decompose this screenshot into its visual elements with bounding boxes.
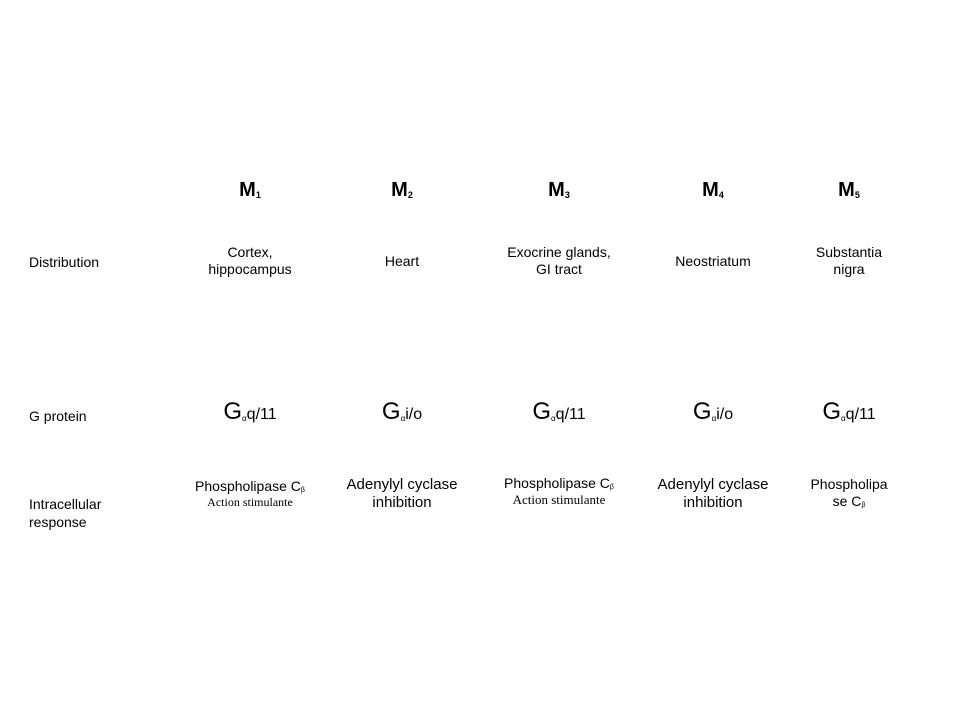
row-label-response-line1: Intracellular — [29, 496, 102, 512]
distribution-m3-line1: Exocrine glands, — [507, 244, 611, 260]
g-protein-m5-sub: α — [841, 414, 846, 423]
response-m5-line1: Phospholipa — [810, 476, 888, 492]
header-m5-base: M — [838, 179, 855, 201]
row-label-intracellular-response — [29, 495, 101, 531]
distribution-m5-line2: nigra — [833, 260, 865, 277]
row-label-g-protein: G protein — [29, 408, 87, 424]
g-protein-m4-base: G — [692, 398, 712, 425]
distribution-m5-line1: Substantia — [815, 244, 883, 260]
g-protein-m1 — [175, 398, 325, 427]
response-m1-line1-text: Phospholipase C — [195, 478, 301, 494]
response-m3-line1-sub: β — [609, 484, 614, 491]
distribution-m1 — [175, 244, 325, 278]
distribution-m2-line1: Heart — [384, 253, 420, 269]
g-protein-m4 — [638, 398, 788, 427]
response-m1-line1-sub: β — [300, 487, 305, 494]
response-m2-line2: inhibition — [372, 494, 432, 511]
distribution-m3 — [484, 244, 634, 278]
header-m3-sub: 3 — [564, 190, 570, 200]
response-m1-line2: Action stimulante — [207, 495, 293, 510]
distribution-m4 — [638, 253, 788, 270]
response-m4-line2: inhibition — [683, 494, 743, 511]
g-protein-m1-tail: q/11 — [246, 406, 277, 423]
g-protein-m4-sub: α — [711, 414, 717, 423]
response-m1-line1 — [175, 478, 325, 495]
g-protein-m2 — [327, 398, 477, 427]
header-m5 — [774, 178, 924, 202]
g-protein-m2-base: G — [381, 398, 401, 425]
response-m5 — [774, 476, 924, 510]
header-m2-base: M — [391, 179, 408, 201]
row-label-distribution: Distribution — [29, 254, 100, 270]
g-protein-m5-base: G — [822, 398, 842, 425]
distribution-m4-line1: Neostriatum — [675, 253, 751, 269]
header-m2 — [327, 178, 477, 202]
header-m5-sub: 5 — [854, 190, 860, 200]
header-m1-base: M — [239, 179, 256, 201]
header-m1-sub: 1 — [255, 190, 261, 200]
g-protein-m2-sub: α — [400, 414, 406, 423]
response-m3-line2: Action stimulante — [512, 492, 606, 508]
g-protein-m4-tail: i/o — [716, 406, 734, 423]
response-m3 — [484, 475, 634, 508]
g-protein-m2-tail: i/o — [405, 406, 423, 423]
g-protein-m3-base: G — [532, 398, 552, 425]
response-m3-line1 — [484, 475, 634, 492]
g-protein-m3 — [484, 398, 634, 427]
response-m5-line2-sub: β — [861, 501, 866, 509]
header-m3 — [484, 178, 634, 202]
response-m5-line2-text: se C — [832, 492, 862, 509]
header-m4-sub: 4 — [718, 190, 724, 200]
header-m3-base: M — [548, 179, 565, 201]
g-protein-m1-base: G — [223, 398, 243, 425]
row-label-response-line2: response — [29, 514, 87, 531]
g-protein-m1-sub: α — [242, 414, 247, 423]
distribution-m2 — [327, 253, 477, 270]
g-protein-m5-tail: q/11 — [845, 406, 876, 423]
header-m4 — [638, 178, 788, 202]
response-m4-line1: Adenylyl cyclase — [657, 476, 769, 493]
response-m2 — [327, 476, 477, 512]
response-m4 — [638, 476, 788, 512]
g-protein-m3-sub: α — [551, 414, 556, 423]
distribution-m5 — [774, 244, 924, 278]
g-protein-m5 — [774, 398, 924, 427]
distribution-m1-line1: Cortex, — [227, 244, 273, 260]
g-protein-m3-tail: q/11 — [555, 406, 586, 423]
response-m2-line1: Adenylyl cyclase — [346, 476, 458, 493]
distribution-m3-line2: GI tract — [536, 260, 582, 277]
response-m1 — [175, 478, 325, 510]
header-m4-base: M — [702, 179, 719, 201]
header-m2-sub: 2 — [407, 190, 413, 200]
distribution-m1-line2: hippocampus — [208, 260, 292, 277]
header-m1 — [175, 178, 325, 202]
response-m5-line2 — [774, 493, 924, 510]
response-m3-line1-text: Phospholipase C — [504, 475, 610, 491]
